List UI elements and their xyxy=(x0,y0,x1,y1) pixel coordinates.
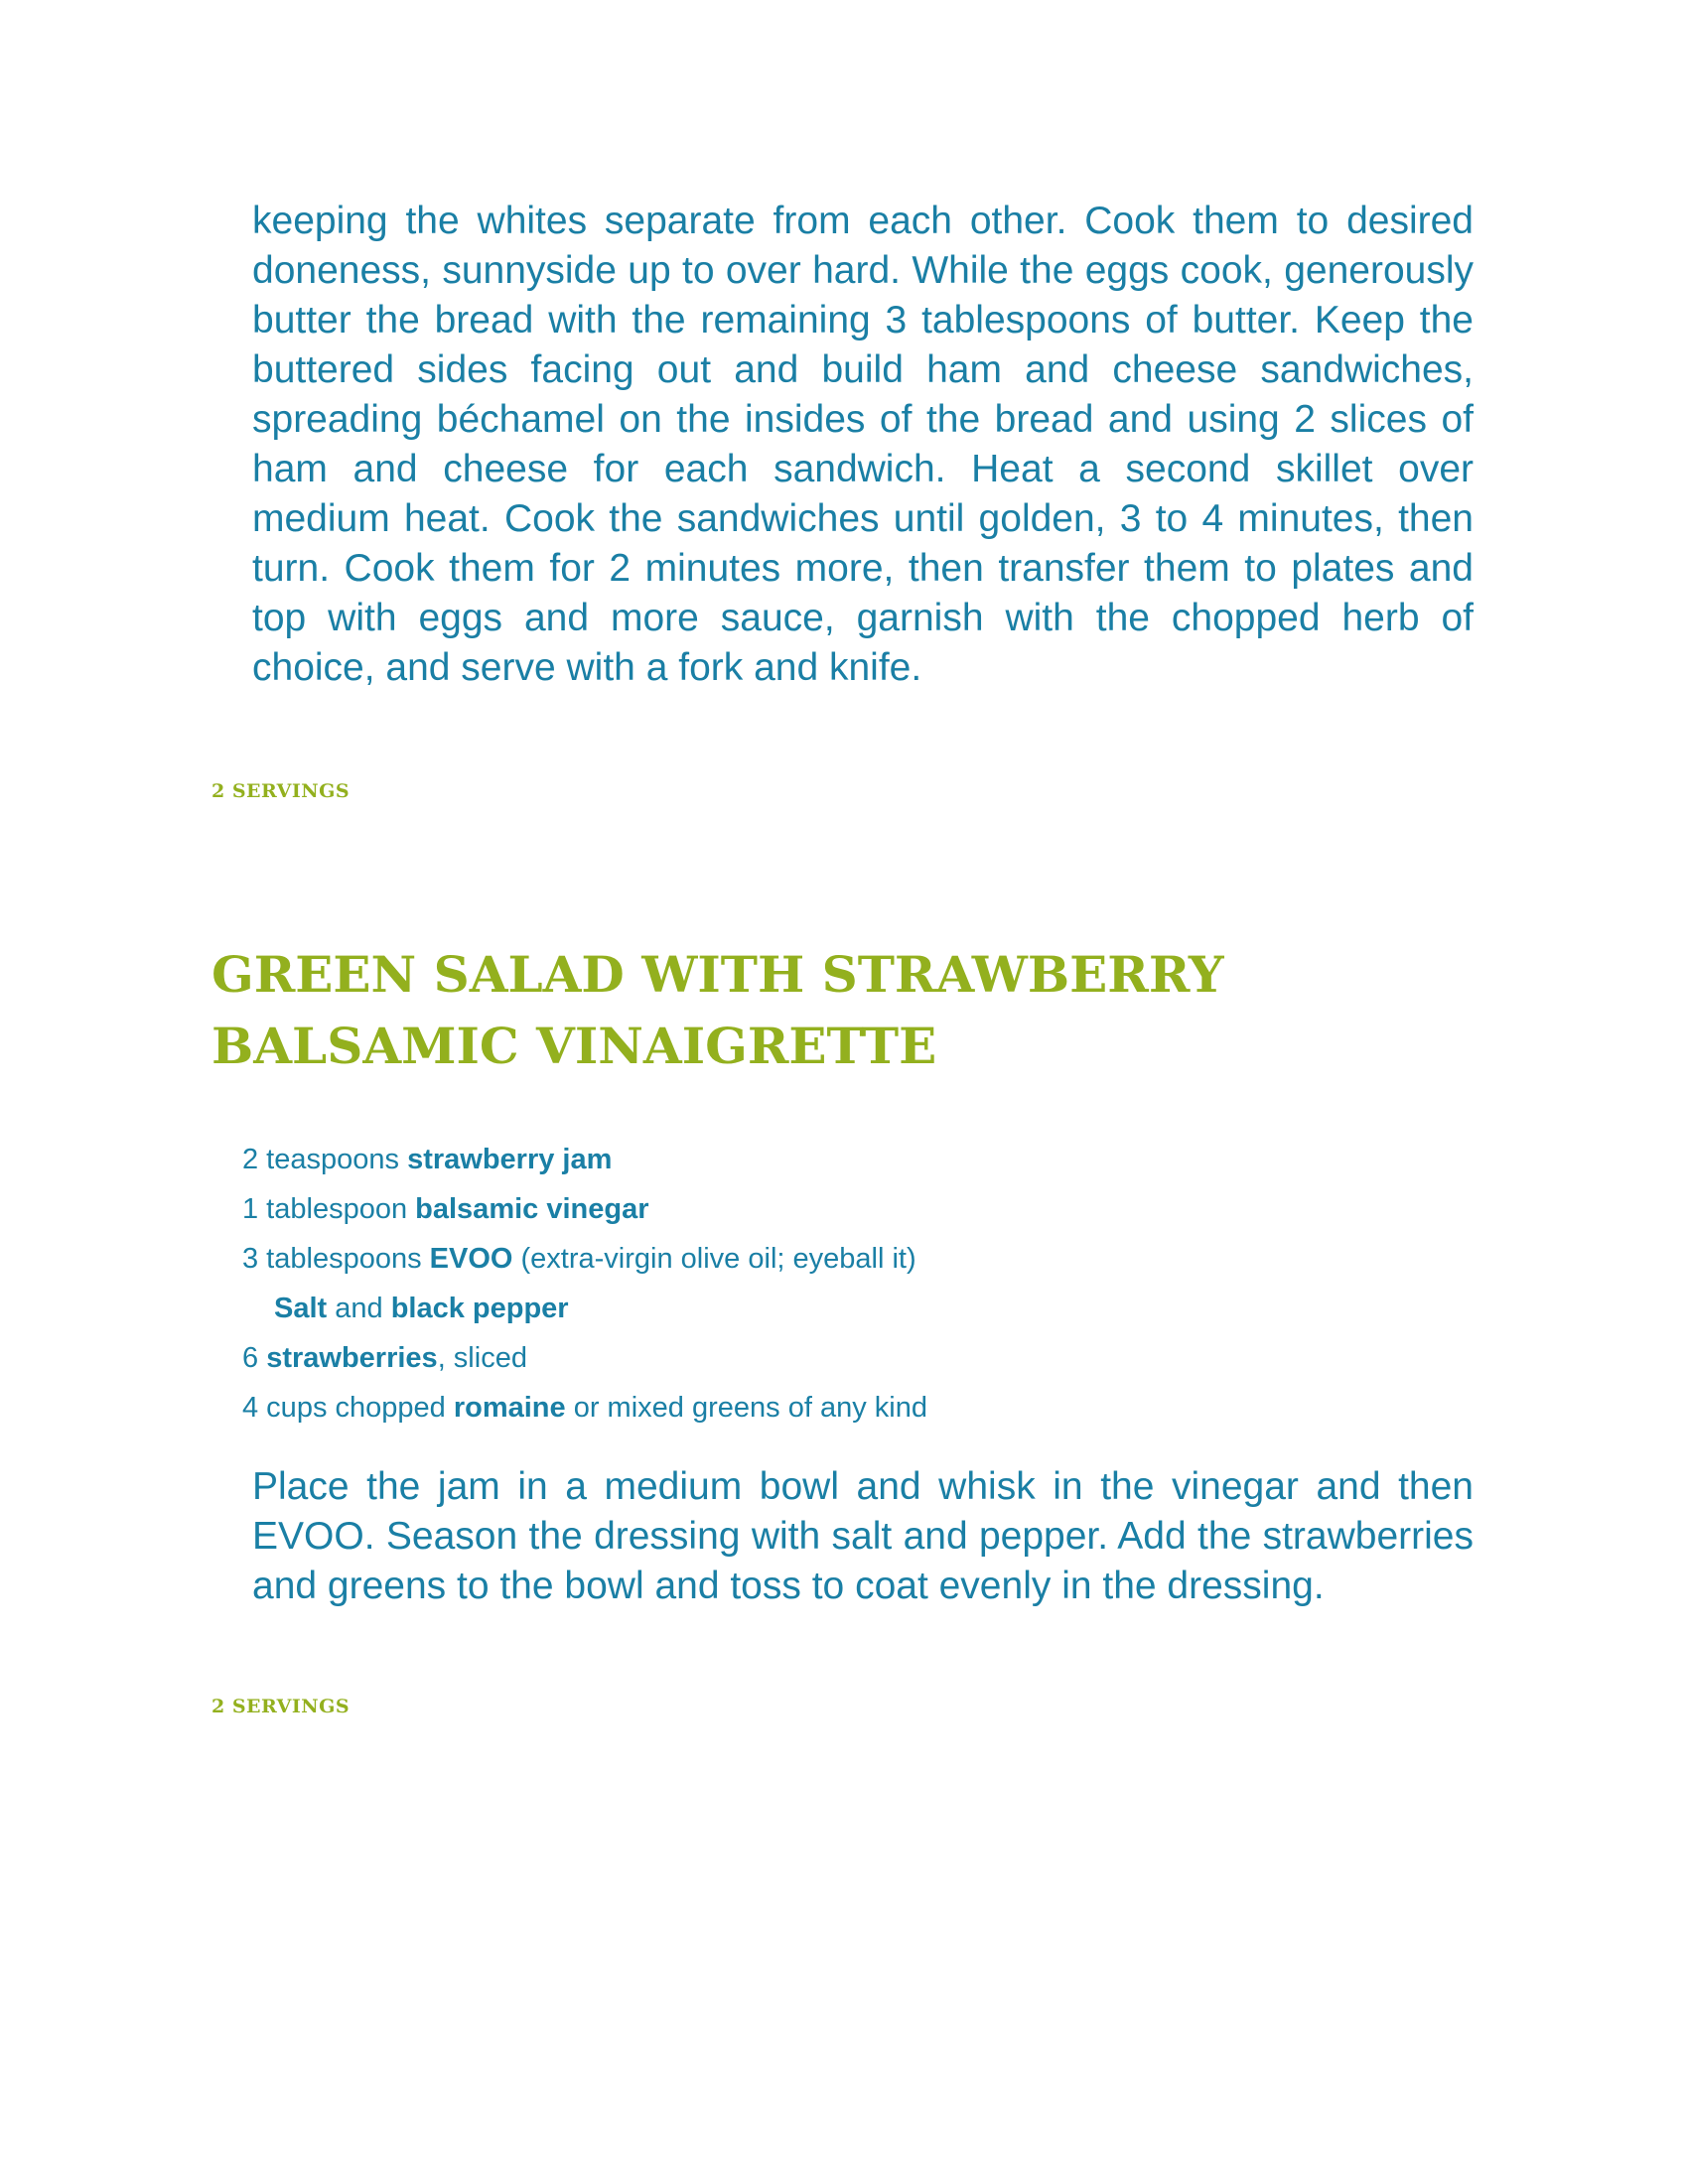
ingredient-item: 1 tablespoon balsamic vinegar xyxy=(242,1193,649,1225)
ingredient-item: Salt and black pepper xyxy=(274,1293,569,1324)
recipe1-directions: keeping the whites separate from each other. Cook them to desired doneness, sunnyside up to over hard. While the eggs cook, generously butter the bread with the remaining 3 tablespoons of butter. Keep the buttered sides facing out and build ham and cheese sandwiches, spreading béchamel on the insides of the bread and using 2 slices of ham and cheese for each sandwich. Heat a second skillet over medium heat. Cook the sandwiches until golden, 3 to 4 minutes, then turn. Cook them for 2 minutes more, then transfer them to plates and top with eggs and more sauce, garnish with the chopped herb of choice, and serve with a fork and knife. xyxy=(252,200,1474,689)
ingredient-name: balsamic vinegar xyxy=(415,1193,649,1225)
recipe2-title-line2: BALSAMIC VINAIGRETTE xyxy=(211,1017,937,1075)
ingredient-item: 6 strawberries, sliced xyxy=(242,1342,527,1374)
ingredient-item: 4 cups chopped romaine or mixed greens of any kind xyxy=(242,1392,927,1424)
recipe2-ingredient-list xyxy=(242,1135,927,1433)
recipe2-servings: 2 SERVINGS xyxy=(211,1696,351,1717)
ingredient-name: Salt xyxy=(274,1293,328,1324)
ingredient-name: romaine xyxy=(453,1392,566,1424)
ingredient-name: black pepper xyxy=(390,1293,569,1324)
recipe2-title xyxy=(211,939,1502,1082)
ingredient-name: strawberry jam xyxy=(407,1144,613,1175)
recipe2-directions: Place the jam in a medium bowl and whisk in the vinegar and then EVOO. Season the dressing with salt and pepper. Add the strawberries and greens to the bowl and toss to coat evenly in the dressing. xyxy=(252,1465,1474,1607)
ingredient-item: 3 tablespoons EVOO (extra-virgin olive oil; eyeball it) xyxy=(242,1243,916,1275)
ingredient-item: 2 teaspoons strawberry jam xyxy=(242,1144,613,1175)
recipe2-title-line1: GREEN SALAD WITH STRAWBERRY xyxy=(211,945,1224,1004)
recipe1-servings: 2 SERVINGS xyxy=(211,780,351,802)
ingredient-name: strawberries xyxy=(266,1342,438,1374)
ingredient-name: EVOO xyxy=(429,1243,513,1275)
